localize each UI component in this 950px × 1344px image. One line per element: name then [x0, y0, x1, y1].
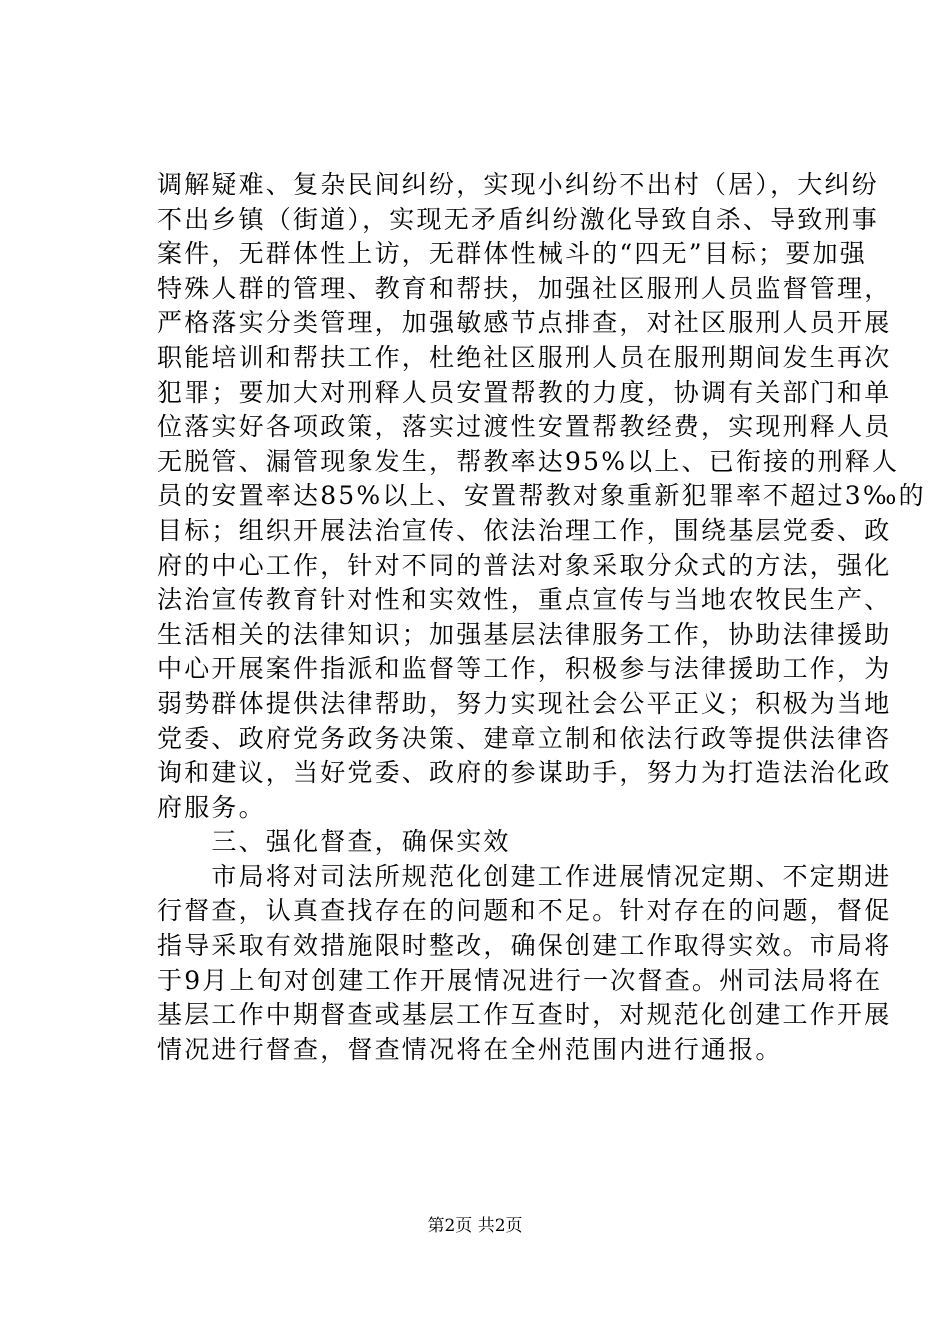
- text-line: 犯罪；要加大对刑释人员安置帮教的力度，协调有关部门和单: [157, 377, 892, 407]
- section-heading: 三、强化督查，确保实效: [157, 827, 511, 857]
- text-line: 生活相关的法律知识；加强基层法律服务工作，协助法律援助: [157, 619, 892, 649]
- text-line: 无脱管、漏管现象发生，帮教率达95%以上、已衔接的刑释人: [157, 446, 900, 476]
- text-line: 调解疑难、复杂民间纠纷，实现小纠纷不出村（居），大纠纷: [157, 170, 879, 199]
- text-line: 指导采取有效措施限时整改，确保创建工作取得实效。市局将: [157, 931, 892, 961]
- text-line: 行督查，认真查找存在的问题和不足。针对存在的问题，督促: [157, 896, 892, 926]
- text-line: 中心开展案件指派和监督等工作，积极参与法律援助工作，为: [157, 654, 892, 684]
- text-line: 基层工作中期督查或基层工作互查时，对规范化创建工作开展: [157, 1000, 892, 1030]
- body-text: [157, 168, 926, 1067]
- text-line: 员的安置率达85%以上、安置帮教对象重新犯罪率不超过3‰的: [157, 481, 926, 511]
- text-line: 党委、政府党务政务决策、建章立制和依法行政等提供法律咨: [157, 723, 892, 753]
- text-line: 府的中心工作，针对不同的普法对象采取分众式的方法，强化: [157, 550, 892, 580]
- text-line: 法治宣传教育针对性和实效性，重点宣传与当地农牧民生产、: [157, 585, 892, 615]
- text-line: 位落实好各项政策，落实过渡性安置帮教经费，实现刑释人员: [157, 412, 892, 442]
- page-footer: 第2页 共2页: [427, 1216, 523, 1236]
- text-line: 市局将对司法所规范化创建工作进展情况定期、不定期进: [157, 861, 892, 891]
- text-line: 案件，无群体性上访，无群体性械斗的“四无”目标；要加强: [157, 239, 867, 269]
- text-line: 特殊人群的管理、教育和帮扶，加强社区服刑人员监督管理，: [157, 273, 892, 303]
- text-line: 职能培训和帮扶工作，杜绝社区服刑人员在服刑期间发生再次: [157, 342, 892, 372]
- text-line: 府服务。: [157, 792, 266, 822]
- text-line: 不出乡镇（街道），实现无矛盾纠纷激化导致自杀、导致刑事: [157, 204, 879, 234]
- text-line: 情况进行督查，督查情况将在全州范围内进行通报。: [157, 1034, 783, 1064]
- text-line: 询和建议，当好党委、政府的参谋助手，努力为打造法治化政: [157, 758, 892, 788]
- text-line: 严格落实分类管理，加强敏感节点排查，对社区服刑人员开展: [157, 308, 892, 338]
- text-line: 弱势群体提供法律帮助，努力实现社会公平正义；积极为当地: [157, 688, 892, 718]
- text-line: 目标；组织开展法治宣传、依法治理工作，围绕基层党委、政: [157, 515, 892, 545]
- text-line: 于9月上旬对创建工作开展情况进行一次督查。州司法局将在: [157, 965, 883, 995]
